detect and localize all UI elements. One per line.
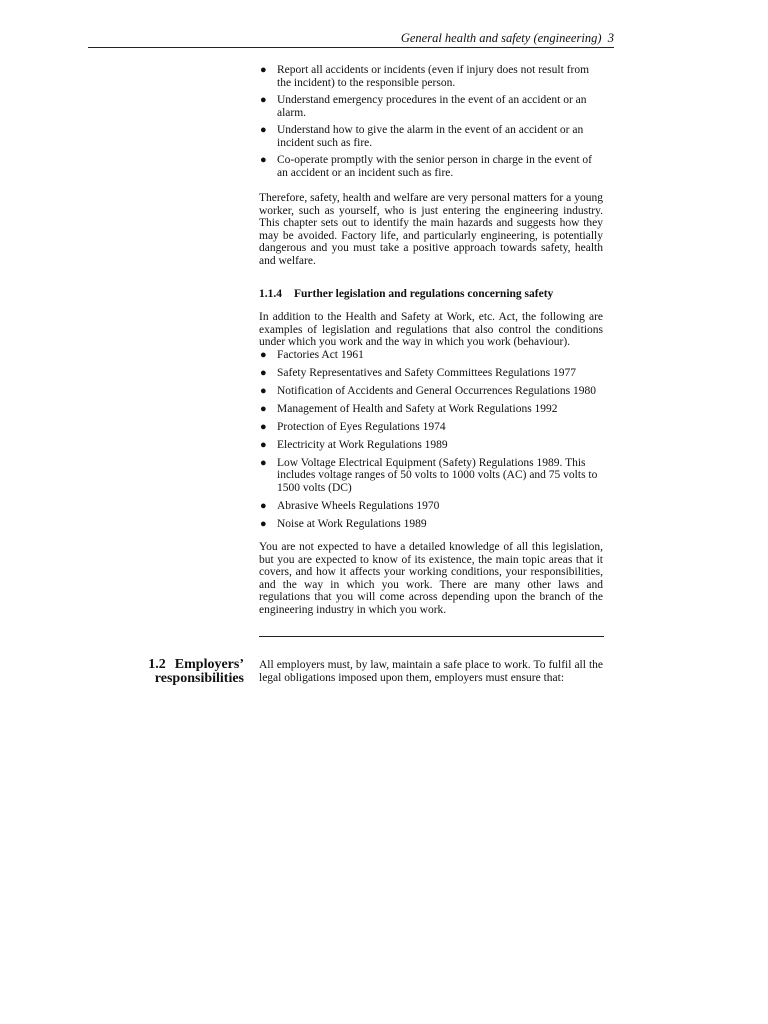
list-item-text: Electricity at Work Regulations 1989 — [277, 438, 448, 451]
list-item-text: Abrasive Wheels Regulations 1970 — [277, 499, 440, 512]
legislation-list — [259, 349, 603, 531]
list-item — [259, 457, 603, 495]
paragraph-addition: In addition to the Health and Safety at Work, etc. Act, the following are examples of legislation and regulations that also control the conditions under which you work and the way in which you work (behaviour). — [259, 311, 603, 348]
list-item — [259, 500, 603, 513]
responsibility-list — [259, 64, 603, 179]
list-item-text: Notification of Accidents and General Occurrences Regulations 1980 — [277, 384, 597, 397]
section-number: 1.2 — [148, 657, 166, 672]
header-rule — [88, 47, 614, 48]
list-item — [259, 421, 603, 434]
list-item-text: Report all accidents or incidents (even if injury does not result from the incident) to the responsible person. — [277, 64, 590, 89]
list-item — [259, 367, 603, 380]
list-item — [259, 385, 603, 398]
bullet-icon: ● — [260, 348, 267, 361]
bullet-icon: ● — [260, 456, 267, 469]
section-heading — [110, 658, 244, 686]
section-body-paragraph: All employers must, by law, maintain a safe place to work. To fulfil all the legal obligations imposed upon them, employers must ensure that: — [259, 659, 603, 684]
bullet-icon: ● — [260, 517, 267, 530]
list-item — [259, 403, 603, 416]
running-head — [88, 28, 614, 48]
list-item-text: Noise at Work Regulations 1989 — [277, 517, 427, 530]
bullet-icon: ● — [260, 438, 267, 451]
list-item — [259, 124, 603, 149]
section-title-line1: Employers’ — [174, 657, 244, 672]
list-item-text: Protection of Eyes Regulations 1974 — [277, 420, 446, 433]
bullet-icon: ● — [260, 154, 267, 166]
bullet-icon: ● — [260, 402, 267, 415]
list-item-text: Low Voltage Electrical Equipment (Safety) Regulations 1989. This includes voltage ranges of 50 volts to 1000 volts (AC) and 75 volts to 1500 volts (DC) — [277, 456, 598, 494]
page-number: 3 — [607, 31, 614, 45]
list-item-text: Understand how to give the alarm in the event of an accident or an incident such as fire. — [277, 124, 584, 149]
running-title: General health and safety (engineering) — [400, 31, 602, 45]
list-item-text: Understand emergency procedures in the event of an accident or an alarm. — [277, 94, 587, 119]
bullet-icon: ● — [260, 124, 267, 136]
bullet-icon: ● — [260, 366, 267, 379]
bullet-icon: ● — [260, 499, 267, 512]
list-item — [259, 349, 603, 362]
bullet-icon: ● — [260, 64, 267, 76]
list-item — [259, 518, 603, 531]
subsection-title: Further legislation and regulations concerning safety — [294, 288, 554, 300]
list-item-text: Safety Representatives and Safety Committees Regulations 1977 — [277, 366, 576, 379]
bullet-icon: ● — [260, 384, 267, 397]
bullet-icon: ● — [260, 94, 267, 106]
list-item — [259, 439, 603, 452]
list-item — [259, 64, 603, 89]
section-title-line2: responsibilities — [154, 671, 244, 686]
list-item-text: Factories Act 1961 — [277, 348, 364, 361]
list-item — [259, 94, 603, 119]
main-column — [259, 64, 603, 616]
subsection-number: 1.1.4 — [259, 288, 282, 300]
bullet-icon: ● — [260, 420, 267, 433]
list-item-text: Management of Health and Safety at Work Regulations 1992 — [277, 402, 558, 415]
paragraph-expected: You are not expected to have a detailed knowledge of all this legislation, but you are expected to know of its existence, the main topic areas that it covers, and how it affects your working conditions, your responsibilities, and the way in which you work. There are many other laws and regulations that you will come across depending upon the branch of the engineering industry in which you work. — [259, 541, 603, 616]
section-rule — [259, 636, 604, 637]
subsection-heading — [259, 288, 603, 301]
list-item-text: Co-operate promptly with the senior person in charge in the event of an accident or an incident such as fire. — [277, 154, 592, 179]
paragraph-therefore: Therefore, safety, health and welfare are very personal matters for a young worker, such as yourself, who is just entering the engineering industry. This chapter sets out to identify the main hazards and suggests how they may be avoided. Factory life, and particularly engineering, is potentially dangerous and you must take a positive approach towards safety, health and welfare. — [259, 192, 603, 267]
list-item — [259, 154, 603, 179]
